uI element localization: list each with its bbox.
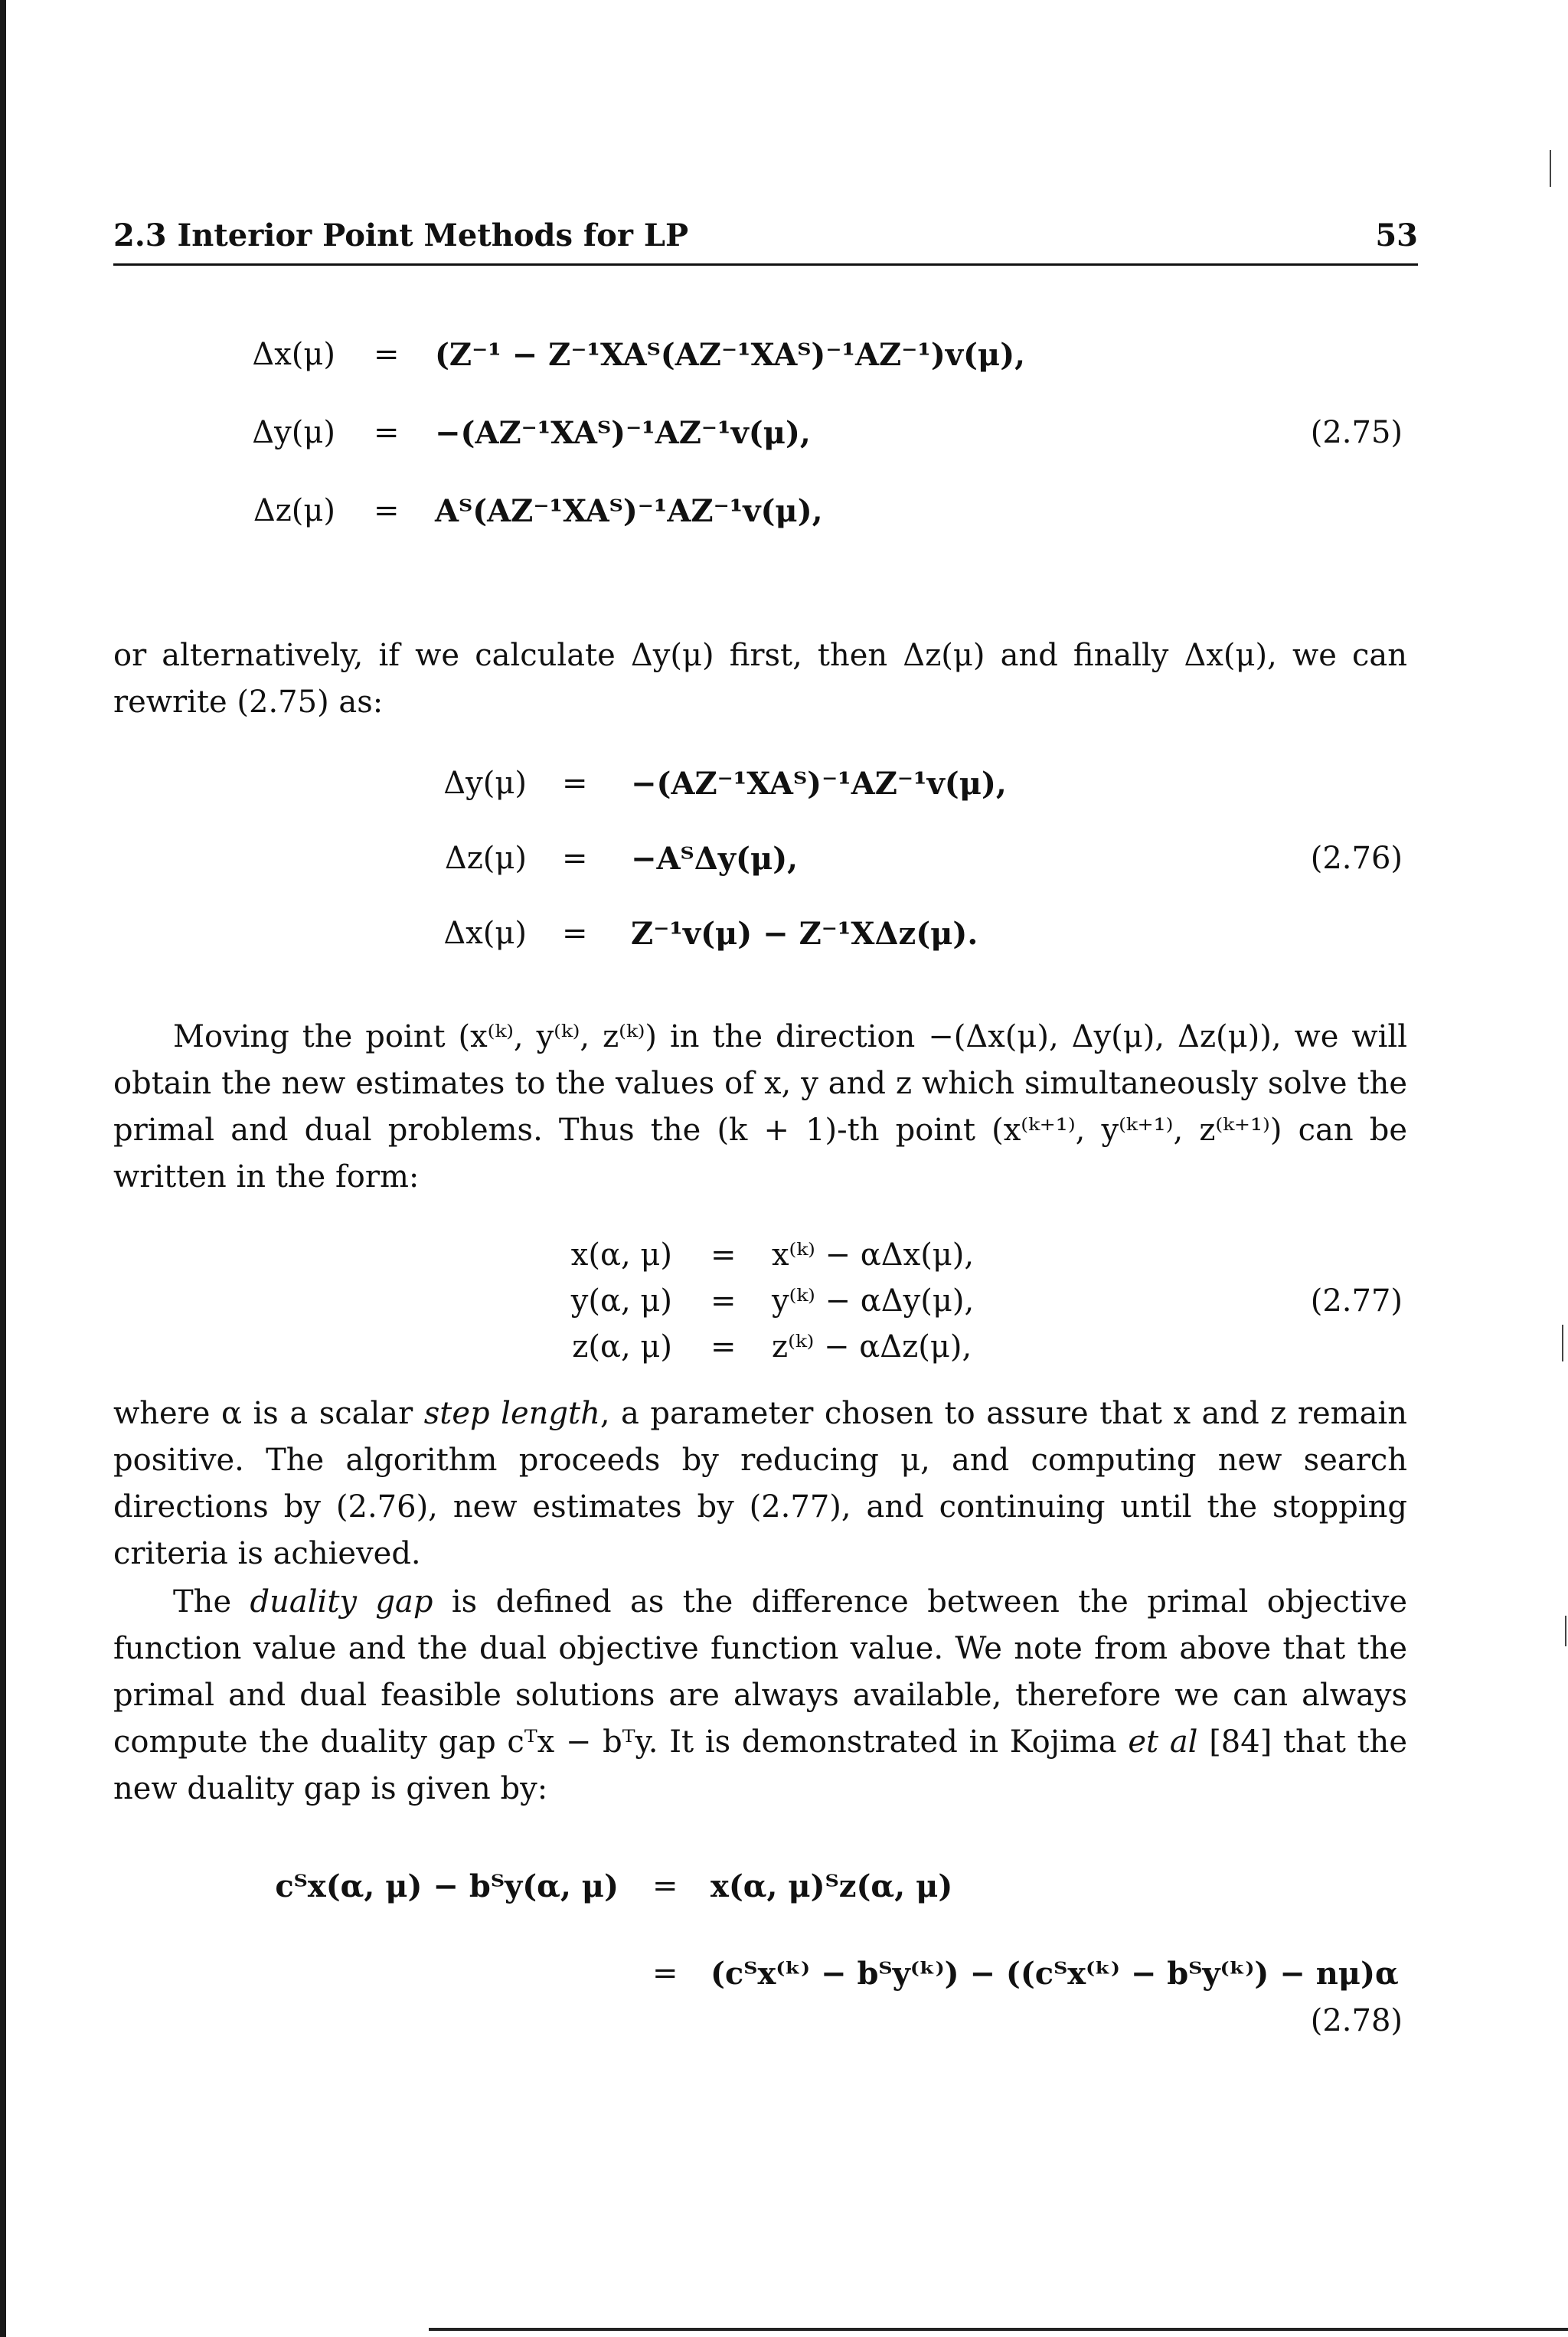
equation-rhs: (cᵀx⁽ᵏ⁾ − bᵀy⁽ᵏ⁾) − ((cᵀx⁽ᵏ⁾ − bᵀy⁽ᵏ⁾) − nμ)α (710, 1956, 1399, 1992)
equation-rhs: Z⁻¹v(μ) − Z⁻¹XΔz(μ). (631, 916, 978, 952)
equation-rhs: z⁽ᵏ⁾ − αΔz(μ), (772, 1329, 972, 1365)
equation-lhs: Δx(μ) (443, 916, 527, 951)
page-number: 53 (1375, 217, 1418, 253)
equals-sign: = (652, 1956, 678, 1991)
margin-mark (1550, 150, 1551, 187)
equals-sign: = (710, 1237, 737, 1273)
equals-sign: = (710, 1283, 737, 1319)
equals-sign: = (374, 337, 400, 372)
paragraph-text: is defined as the difference between the primal objective function value and the dual objective function value. We note from above that the primal and dual feasible solutions are always available, therefore we can always compute the duality gap cᵀx − bᵀy. It is demonstrated in Kojima (113, 1584, 1408, 1760)
equation-2-78 (113, 1868, 1418, 2051)
equation-lhs: Δx(μ) (252, 337, 335, 372)
paragraph (113, 1579, 1407, 1812)
equation-row (113, 1956, 1418, 2003)
equation-lhs: y(α, μ) (570, 1283, 672, 1319)
equals-sign: = (562, 841, 588, 876)
equals-sign: = (374, 415, 400, 450)
paragraph: Moving the point (x⁽ᵏ⁾, y⁽ᵏ⁾, z⁽ᵏ⁾) in the direction −(Δx(μ), Δy(μ), Δz(μ)), we will obtain the new estimates to the values of x, y and z which simultaneously solve the primal and dual problems. Thus the (k + 1)-th point (x⁽ᵏ⁺¹⁾, y⁽ᵏ⁺¹⁾, z⁽ᵏ⁺¹⁾) can be written in the form: (113, 1019, 1407, 1195)
paragraph: or alternatively, if we calculate Δy(μ) first, then Δz(μ) and finally Δx(μ), we can rewrite (2.75) as: (113, 638, 1407, 720)
equals-sign: = (652, 1868, 678, 1904)
running-header (113, 211, 1418, 266)
equation-row (113, 1868, 1418, 1916)
equation-number: (2.76) (1310, 841, 1403, 876)
paragraph-text: where α is a scalar (113, 1396, 424, 1431)
equation-lhs: Δz(μ) (253, 493, 335, 528)
equation-number: (2.78) (1310, 2003, 1403, 2038)
margin-mark (1565, 1616, 1566, 1646)
bottom-page-edge (429, 2328, 1568, 2331)
left-page-edge (0, 0, 6, 2337)
emphasis-term: duality gap (250, 1584, 433, 1620)
equals-sign: = (562, 916, 588, 951)
paragraph-text: The (173, 1584, 250, 1620)
equation-row (113, 1329, 1418, 1375)
equation-lhs: x(α, μ) (570, 1237, 672, 1273)
equation-2-75 (113, 337, 1418, 541)
equation-rhs: Aᵀ(AZ⁻¹XAᵀ)⁻¹AZ⁻¹v(μ), (435, 493, 823, 529)
equation-number: (2.75) (1310, 415, 1403, 450)
equation-rhs: −AᵀΔy(μ), (631, 841, 799, 877)
equation-row (113, 766, 1418, 813)
paragraph-text: [84] that the new duality gap is given by: (113, 1724, 1407, 1806)
equation-rhs: −(AZ⁻¹XAᵀ)⁻¹AZ⁻¹v(μ), (435, 415, 811, 451)
emphasis-term: et al (1128, 1724, 1198, 1760)
equation-lhs: z(α, μ) (572, 1329, 672, 1365)
equation-rhs: (Z⁻¹ − Z⁻¹XAᵀ(AZ⁻¹XAᵀ)⁻¹AZ⁻¹)v(μ), (435, 337, 1026, 373)
section-title: 2.3 Interior Point Methods for LP (113, 217, 689, 253)
equation-number: (2.77) (1310, 1283, 1403, 1319)
equation-row (113, 1283, 1418, 1329)
emphasis-term: step length (423, 1396, 600, 1431)
equation-2-76 (113, 766, 1418, 963)
equals-sign: = (710, 1329, 737, 1365)
equation-rhs: y⁽ᵏ⁾ − αΔy(μ), (772, 1283, 975, 1319)
equation-row (113, 2003, 1418, 2051)
equation-lhs: Δy(μ) (252, 415, 335, 450)
margin-mark (1562, 1325, 1563, 1361)
equation-lhs: cᵀx(α, μ) − bᵀy(α, μ) (275, 1868, 619, 1904)
equation-rhs: x(α, μ)ᵀz(α, μ) (710, 1868, 953, 1904)
paragraph-text: , a parameter chosen to assure that x and z remain positive. The algorithm proceeds by reducing μ, and computing new search directions by (2.76), new estimates by (2.77), and continuing until the stopping criteria is achieved. (113, 1396, 1407, 1571)
equals-sign: = (562, 766, 588, 801)
equation-row (113, 493, 1418, 541)
equation-row (113, 337, 1418, 384)
equation-row (113, 841, 1418, 888)
equation-2-77 (113, 1237, 1418, 1375)
equation-row (113, 916, 1418, 963)
equation-row (113, 415, 1418, 462)
equals-sign: = (374, 493, 400, 528)
equation-rhs: −(AZ⁻¹XAᵀ)⁻¹AZ⁻¹v(μ), (631, 766, 1007, 802)
equation-rhs: x⁽ᵏ⁾ − αΔx(μ), (772, 1237, 975, 1273)
equation-row (113, 1237, 1418, 1283)
equation-lhs: Δy(μ) (443, 766, 527, 801)
equation-lhs: Δz(μ) (444, 841, 527, 876)
paragraph (113, 1391, 1407, 1577)
